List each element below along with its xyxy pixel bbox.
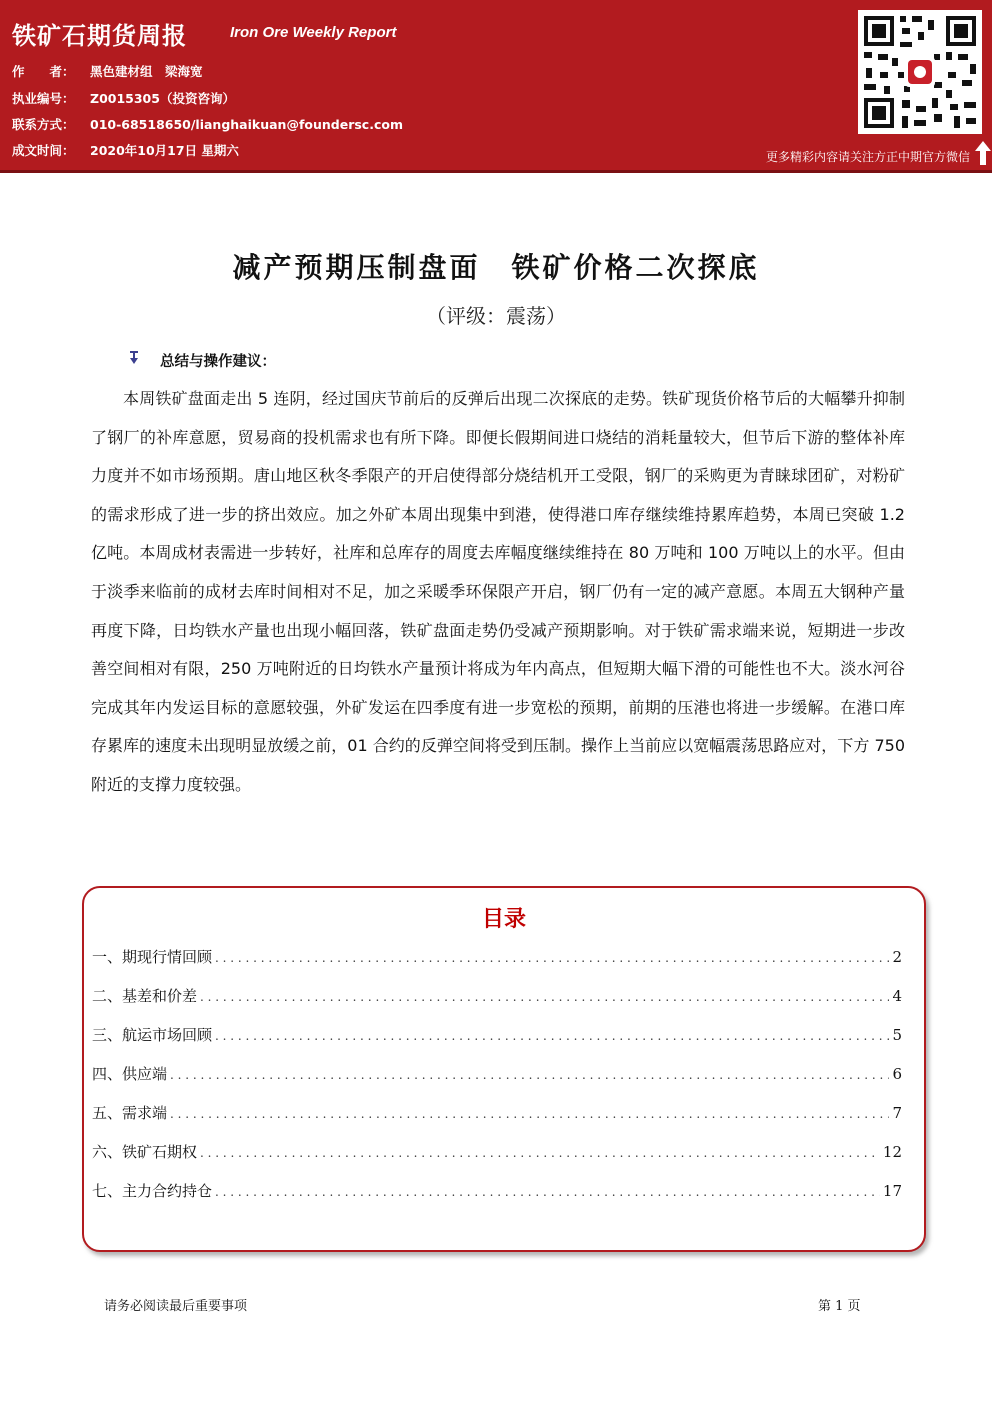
toc-item-label: 六、铁矿石期权: [92, 1143, 198, 1161]
toc-item-page: 5: [892, 1026, 902, 1044]
toc-leader-dots: [200, 990, 889, 1004]
toc-item-label: 五、需求端: [92, 1104, 168, 1122]
toc-item-page: 4: [892, 987, 902, 1005]
contact-value[interactable]: 010-68518650/lianghaikuan@foundersc.com: [90, 117, 403, 132]
contact-row: [12, 115, 403, 133]
report-rating: （评级：震荡）: [426, 304, 566, 328]
report-series-subtitle: Iron Ore Weekly Report: [230, 24, 397, 41]
toc-item-page: 12: [882, 1143, 902, 1161]
toc-item-page: 17: [882, 1182, 902, 1200]
qr-code-icon: [858, 10, 982, 134]
header-banner: [0, 0, 992, 170]
toc-item-label: 四、供应端: [92, 1065, 168, 1083]
table-of-contents: [82, 886, 926, 1252]
toc-leader-dots: [170, 1068, 889, 1082]
license-value: Z0015305（投资咨询）: [90, 91, 235, 106]
toc-title: 目录: [481, 907, 526, 932]
toc-item-label: 二、基差和价差: [92, 987, 198, 1005]
toc-item[interactable]: [92, 946, 902, 985]
report-title: 减产预期压制盘面 铁矿价格二次探底: [232, 251, 760, 284]
author-label: 作 者：: [12, 64, 75, 79]
toc-item-label: 三、航运市场回顾: [92, 1026, 213, 1044]
date-value: 2020年10月17日 星期六: [90, 143, 239, 158]
license-label: 执业编号：: [12, 91, 75, 106]
wechat-qr-code: [858, 10, 982, 134]
toc-item-page: 7: [892, 1104, 902, 1122]
license-row: [12, 89, 235, 107]
contact-label: 联系方式：: [12, 117, 75, 132]
toc-leader-dots: [215, 1029, 889, 1043]
up-arrow-icon: [974, 140, 992, 166]
author-row: [12, 62, 203, 80]
toc-item-label: 一、期现行情回顾: [92, 948, 213, 966]
toc-item[interactable]: [92, 985, 902, 1024]
toc-leader-dots: [215, 1185, 880, 1199]
toc-leader-dots: [170, 1107, 889, 1121]
toc-leader-dots: [200, 1146, 880, 1160]
toc-list: [92, 946, 902, 1219]
footer-page-number: 第 1 页: [818, 1299, 861, 1314]
author-value: 黑色建材组 梁海宽: [90, 64, 203, 79]
toc-item[interactable]: [92, 1141, 902, 1180]
summary-paragraph: 本周铁矿盘面走出 5 连阴，经过国庆节前后的反弹后出现二次探底的走势。铁矿现货价格节后的大幅攀升抑制了钢厂的补库意愿，贸易商的投机需求也有所下降。即便长假期间进口烧结的消耗量较大，但节后下游的整体补库力度并不如市场预期。唐山地区秋冬季限产的开启使得部分烧结机开工受限，钢厂的采购更为青睐球团矿，对粉矿的需求形成了进一步的挤出效应。加之外矿本周出现集中到港，使得港口库存继续维持累库趋势，本周已突破 1.2 亿吨。本周成材表需进一步转好，社库和总库存的周度去库幅度继续维持在 80 万吨和 100 万吨以上的水平。但由于淡季来临前的成材去库时间相对不足，加之采暖季环保限产开启，钢厂仍有一定的减产意愿。本周五大钢种产量再度下降，日均铁水产量也出现小幅回落，铁矿盘面走势仍受减产预期影响。对于铁矿需求端来说，短期进一步改善空间相对有限，250 万吨附近的日均铁水产量预计将成为年内高点，但短期大幅下滑的可能性也不大。淡水河谷完成其年内发运目标的意愿较强，外矿发运在四季度有进一步宽松的预期，前期的压港也将进一步缓解。在港口库存累库的速度未出现明显放缓之前，01 合约的反弹空间将受到压制。操作上当前应以宽幅震荡思路应对，下方 750 附近的支撑力度较强。: [91, 389, 905, 794]
toc-item[interactable]: [92, 1024, 902, 1063]
toc-item-page: 2: [892, 948, 902, 966]
toc-leader-dots: [215, 951, 889, 965]
toc-item-page: 6: [892, 1065, 902, 1083]
date-label: 成文时间：: [12, 143, 75, 158]
toc-item[interactable]: [92, 1102, 902, 1141]
toc-item[interactable]: [92, 1180, 902, 1219]
toc-item[interactable]: [92, 1063, 902, 1102]
arrow-bullet-icon: [126, 350, 142, 366]
banner-divider: [0, 170, 992, 173]
follow-wechat-text: 更多精彩内容请关注方正中期官方微信: [765, 150, 970, 164]
report-series-title: 铁矿石期货周报: [12, 22, 187, 50]
summary-heading: 总结与操作建议：: [160, 354, 276, 370]
date-row: [12, 141, 239, 159]
footer-notice: 请务必阅读最后重要事项: [104, 1299, 248, 1314]
toc-item-label: 七、主力合约持仓: [92, 1182, 213, 1200]
